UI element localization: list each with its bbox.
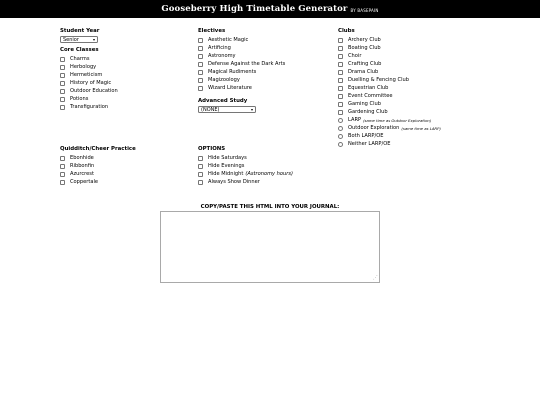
club-drama-club[interactable] xyxy=(338,68,488,76)
club-choir[interactable] xyxy=(338,52,488,60)
core-class-label: Outdoor Education xyxy=(70,88,118,94)
elective-label: Magical Rudiments xyxy=(208,69,257,75)
club-label: Event Committee xyxy=(348,93,393,99)
advanced-study-heading: Advanced Study xyxy=(198,98,248,104)
options-heading: OPTIONS xyxy=(198,146,226,152)
club-duelling-fencing-club[interactable] xyxy=(338,76,488,84)
checkbox[interactable] xyxy=(198,62,203,67)
club-label: Crafting Club xyxy=(348,61,382,67)
advanced-study-select[interactable] xyxy=(198,106,256,113)
core-class-label: Charms xyxy=(70,56,90,62)
club-event-committee[interactable] xyxy=(338,92,488,100)
club-archery-club[interactable] xyxy=(338,36,488,44)
club-crafting-club[interactable] xyxy=(338,60,488,68)
quidditch-team-ribbonfin[interactable] xyxy=(60,162,180,170)
elective-label: Wizard Literature xyxy=(208,85,252,91)
larp-option-label: Neither LARP/OE xyxy=(348,141,391,147)
quidditch-team-azurcrest[interactable] xyxy=(60,170,180,178)
author-byline: BY BASEPAIN xyxy=(350,7,379,13)
resize-grip-icon[interactable]: ⋰ xyxy=(373,275,378,281)
checkbox[interactable] xyxy=(338,62,343,67)
clubs-heading: Clubs xyxy=(338,28,355,34)
options-list xyxy=(198,154,338,186)
quidditch-list xyxy=(60,154,180,186)
radio-button[interactable] xyxy=(338,126,343,131)
core-class-label: Transfiguration xyxy=(70,104,109,110)
larp-radio-group xyxy=(338,116,488,148)
larp-option-label: Outdoor Exploration xyxy=(348,125,400,131)
checkbox[interactable] xyxy=(198,172,203,177)
core-class-hermeticism[interactable] xyxy=(60,71,180,79)
student-year-select[interactable] xyxy=(60,36,98,43)
larp-option-both-larp-oe[interactable] xyxy=(338,132,488,140)
core-class-label: Potions xyxy=(70,96,89,102)
advanced-study-value: (NONE) xyxy=(201,106,220,113)
quidditch-team-coppertale[interactable] xyxy=(60,178,180,186)
quidditch-team-ebonhide[interactable] xyxy=(60,154,180,162)
quidditch-team-label: Coppertale xyxy=(70,179,99,185)
elective-label: Astronomy xyxy=(208,53,236,59)
elective-label: Aesthetic Magic xyxy=(208,37,249,43)
page-title: Gooseberry High Timetable Generator xyxy=(161,4,348,14)
student-year-value: Senior xyxy=(63,36,79,43)
core-class-charms[interactable] xyxy=(60,55,180,63)
option-label: Hide Evenings xyxy=(208,163,245,169)
larp-option-larp[interactable] xyxy=(338,116,488,124)
option-label: Hide Saturdays xyxy=(208,155,247,161)
quidditch-team-label: Ebonhide xyxy=(70,155,94,161)
checkbox[interactable] xyxy=(338,78,343,83)
elective-wizard-literature[interactable] xyxy=(198,84,328,92)
column-options xyxy=(198,146,338,186)
option-hide-saturdays[interactable] xyxy=(198,154,338,162)
checkbox[interactable] xyxy=(60,156,65,161)
core-class-potions[interactable] xyxy=(60,95,180,103)
radio-button[interactable] xyxy=(338,118,343,123)
clubs-list xyxy=(338,36,488,116)
header-bar xyxy=(0,0,540,18)
club-label: Boating Club xyxy=(348,45,381,51)
quidditch-heading: Quidditch/Cheer Practice xyxy=(60,146,136,152)
larp-option-label: LARP xyxy=(348,117,362,123)
checkbox[interactable] xyxy=(60,81,65,86)
radio-button[interactable] xyxy=(338,134,343,139)
club-gaming-club[interactable] xyxy=(338,100,488,108)
core-class-label: History of Magic xyxy=(70,80,112,86)
checkbox[interactable] xyxy=(60,73,65,78)
checkbox[interactable] xyxy=(338,46,343,51)
elective-label: Defense Against the Dark Arts xyxy=(208,61,286,67)
club-label: Gardening Club xyxy=(348,109,388,115)
checkbox[interactable] xyxy=(338,102,343,107)
checkbox[interactable] xyxy=(198,164,203,169)
option-hide-evenings[interactable] xyxy=(198,162,338,170)
column-electives xyxy=(198,28,328,113)
checkbox[interactable] xyxy=(198,86,203,91)
checkbox[interactable] xyxy=(198,38,203,43)
journal-html-textarea[interactable] xyxy=(160,211,380,283)
checkbox[interactable] xyxy=(60,105,65,110)
checkbox[interactable] xyxy=(198,78,203,83)
club-label: Duelling & Fencing Club xyxy=(348,77,409,83)
checkbox[interactable] xyxy=(198,46,203,51)
elective-magizoology[interactable] xyxy=(198,76,328,84)
elective-magical-rudiments[interactable] xyxy=(198,68,328,76)
checkbox[interactable] xyxy=(198,180,203,185)
checkbox[interactable] xyxy=(338,70,343,75)
checkbox[interactable] xyxy=(198,54,203,59)
checkbox[interactable] xyxy=(198,70,203,75)
option-label: Always Show Dinner xyxy=(208,179,260,185)
column-quidditch xyxy=(60,146,180,186)
quidditch-team-label: Ribbonfin xyxy=(70,163,95,169)
checkbox[interactable] xyxy=(60,180,65,185)
core-classes-heading: Core Classes xyxy=(60,47,99,53)
larp-option-note: (same time as LARP) xyxy=(401,125,441,131)
club-equestrian-club[interactable] xyxy=(338,84,488,92)
larp-option-label: Both LARP/OE xyxy=(348,133,384,139)
elective-defense-against-the-dark-arts[interactable] xyxy=(198,60,328,68)
club-label: Drama Club xyxy=(348,69,379,75)
option-always-show-dinner[interactable] xyxy=(198,178,338,186)
checkbox[interactable] xyxy=(338,54,343,59)
column-clubs xyxy=(338,28,488,148)
checkbox[interactable] xyxy=(338,38,343,43)
core-class-herbology[interactable] xyxy=(60,63,180,71)
quidditch-team-label: Azurcrest xyxy=(70,171,94,177)
option-label: Hide Midnight xyxy=(208,171,244,177)
checkbox[interactable] xyxy=(338,110,343,115)
checkbox[interactable] xyxy=(338,86,343,91)
chevron-down-icon: ▾ xyxy=(92,37,95,42)
column-student xyxy=(60,28,180,111)
core-class-label: Herbology xyxy=(70,64,97,70)
larp-option-note: (same time as Outdoor Exploration) xyxy=(363,117,432,123)
larp-option-neither-larp-oe[interactable] xyxy=(338,140,488,148)
elective-artificing[interactable] xyxy=(198,44,328,52)
core-class-transfiguration[interactable] xyxy=(60,103,180,111)
option-hide-midnight[interactable] xyxy=(198,170,338,178)
checkbox[interactable] xyxy=(60,164,65,169)
club-label: Choir xyxy=(348,53,362,59)
checkbox[interactable] xyxy=(60,172,65,177)
elective-astronomy[interactable] xyxy=(198,52,328,60)
core-class-label: Hermeticism xyxy=(70,72,103,78)
core-classes-list xyxy=(60,55,180,111)
electives-list xyxy=(198,36,328,92)
elective-label: Magizoology xyxy=(208,77,240,83)
club-gardening-club[interactable] xyxy=(338,108,488,116)
chevron-down-icon: ▾ xyxy=(250,107,253,112)
electives-heading: Electives xyxy=(198,28,226,34)
club-label: Equestrian Club xyxy=(348,85,389,91)
club-label: Archery Club xyxy=(348,37,381,43)
student-year-heading: Student Year xyxy=(60,28,100,34)
checkbox[interactable] xyxy=(60,97,65,102)
club-boating-club[interactable] xyxy=(338,44,488,52)
larp-option-outdoor-exploration[interactable] xyxy=(338,124,488,132)
checkbox[interactable] xyxy=(198,156,203,161)
elective-aesthetic-magic[interactable] xyxy=(198,36,328,44)
radio-button[interactable] xyxy=(338,142,343,147)
core-class-outdoor-education[interactable] xyxy=(60,87,180,95)
checkbox[interactable] xyxy=(338,94,343,99)
checkbox[interactable] xyxy=(60,89,65,94)
checkbox[interactable] xyxy=(60,65,65,70)
core-class-history-of-magic[interactable] xyxy=(60,79,180,87)
checkbox[interactable] xyxy=(60,57,65,62)
club-label: Gaming Club xyxy=(348,101,381,107)
option-note: (Astronomy hours) xyxy=(245,171,293,177)
elective-label: Artificing xyxy=(208,45,231,51)
journal-label: COPY/PASTE THIS HTML INTO YOUR JOURNAL: xyxy=(200,204,340,210)
